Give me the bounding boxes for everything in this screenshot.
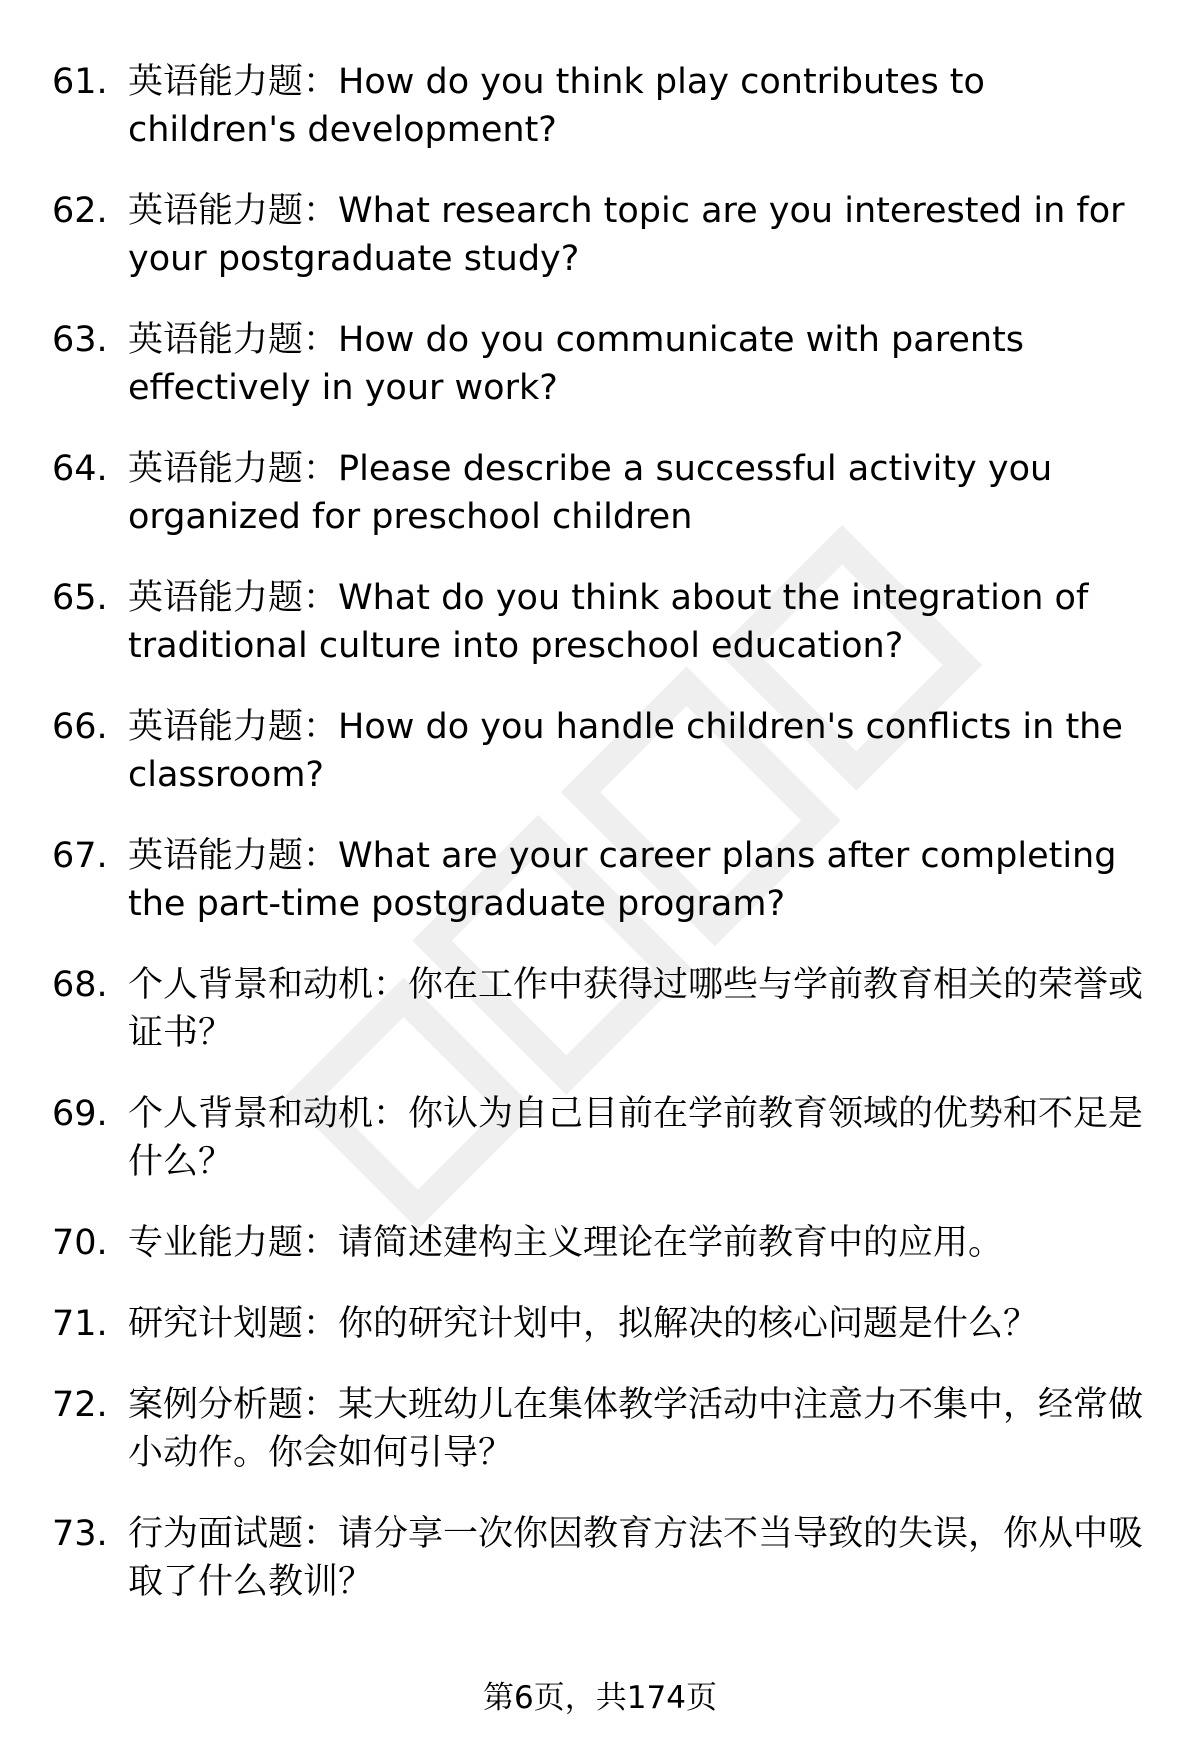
question-text: 研究计划题：你的研究计划中，拟解决的核心问题是什么？ (128, 1304, 1039, 1344)
question-item (52, 1510, 1162, 1606)
question-item (52, 574, 1162, 670)
question-item (52, 1381, 1162, 1477)
question-text: 个人背景和动机：你认为自己目前在学前教育领域的优势和不足是什么？ (128, 1094, 1144, 1182)
question-text: 英语能力题：What research topic are you interested in for your postgraduate study? (128, 191, 1125, 279)
question-item (52, 703, 1162, 799)
question-item (52, 961, 1162, 1057)
question-text: 个人背景和动机：你在工作中获得过哪些与学前教育相关的荣誉或证书？ (128, 965, 1144, 1053)
question-number: 70. (52, 1223, 108, 1263)
question-number: 69. (52, 1094, 108, 1134)
question-item (52, 1300, 1162, 1348)
question-text: 英语能力题：How do you think play contributes to children's development? (128, 62, 985, 150)
question-number: 61. (52, 62, 108, 102)
question-item (52, 187, 1162, 283)
page-indicator: 第6页，共174页 (483, 1680, 717, 1716)
question-text: 英语能力题：How do you handle children's conflicts in the classroom? (128, 707, 1123, 795)
question-item (52, 445, 1162, 541)
question-text: 英语能力题：How do you communicate with parents effectively in your work? (128, 320, 1025, 408)
question-number: 71. (52, 1304, 108, 1344)
question-text: 英语能力题：What do you think about the integration of traditional culture into preschool education? (128, 578, 1089, 666)
question-number: 62. (52, 191, 108, 231)
question-number: 68. (52, 965, 108, 1005)
question-item (52, 832, 1162, 928)
question-item (52, 316, 1162, 412)
question-number: 72. (52, 1385, 108, 1425)
question-text: 案例分析题：某大班幼儿在集体教学活动中注意力不集中，经常做小动作。你会如何引导？ (128, 1385, 1144, 1473)
question-number: 66. (52, 707, 108, 747)
question-item (52, 1090, 1162, 1186)
question-text: 专业能力题：请简述建构主义理论在学前教育中的应用。 (128, 1223, 1004, 1263)
question-number: 65. (52, 578, 108, 618)
question-number: 67. (52, 836, 108, 876)
question-text: 行为面试题：请分享一次你因教育方法不当导致的失误，你从中吸取了什么教训？ (128, 1514, 1144, 1602)
question-number: 63. (52, 320, 108, 360)
question-item (52, 1219, 1162, 1267)
question-list (52, 58, 1162, 1639)
question-item (52, 58, 1162, 154)
question-text: 英语能力题：What are your career plans after completing the part-time postgraduate program? (128, 836, 1117, 924)
question-number: 64. (52, 449, 108, 489)
question-text: 英语能力题：Please describe a successful activity you organized for preschool children (128, 449, 1053, 537)
question-number: 73. (52, 1514, 108, 1554)
